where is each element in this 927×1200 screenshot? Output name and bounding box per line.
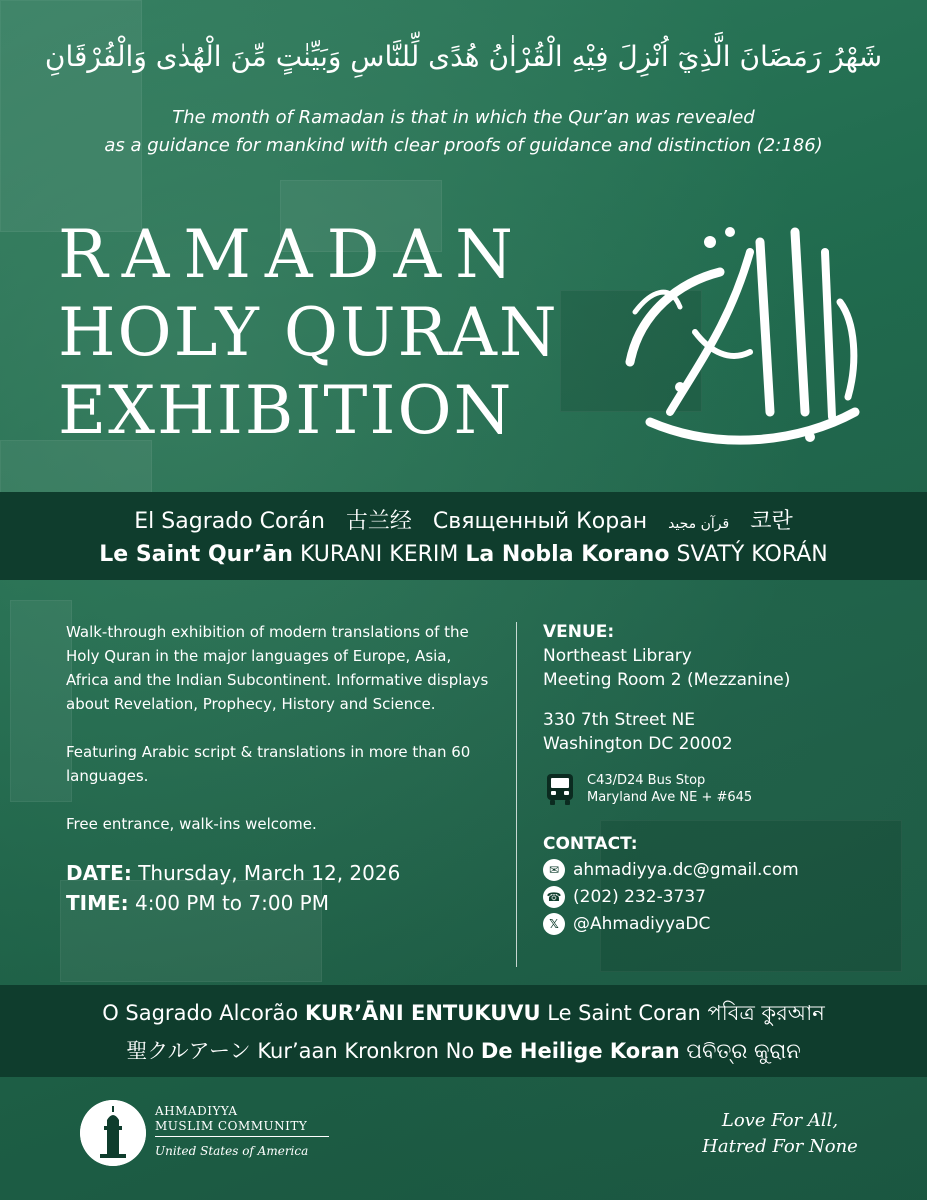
background-book — [10, 600, 72, 802]
translation-odia: ପବିତ୍ର କୁରାନ — [686, 1039, 801, 1063]
organization-logo — [80, 1100, 340, 1170]
verse-english — [40, 104, 887, 160]
translation-russian: Священный Коран — [432, 509, 648, 534]
address-street: 330 7th Street NE — [543, 710, 696, 730]
verse-arabic: شَهْرُ رَمَضَانَ الَّذِيٓ اُنْزِلَ فِيْهِ الْقُرْاٰنُ هُدًى لِّلنَّاسِ وَبَيِّنٰتٍ مِّنَ الْهُدٰى وَالْفُرْقَانِ — [44, 40, 883, 73]
venue-room: Meeting Room 2 (Mezzanine) — [543, 670, 791, 690]
quran-calligraphy-logo — [610, 212, 872, 458]
date-label: DATE: — [66, 861, 132, 885]
time-value: 4:00 PM to 7:00 PM — [135, 891, 329, 915]
description-paragraph: Featuring Arabic script & translations in more than 60 languages. — [66, 743, 471, 785]
motto-line1: Love For All, — [721, 1110, 839, 1131]
translation-spanish: El Sagrado Corán — [134, 509, 325, 534]
translation-french-2: Le Saint Coran — [547, 1001, 701, 1025]
description-paragraph: Free entrance, walk-ins welcome. — [66, 815, 317, 833]
translation-urdu: قرآن مجید — [668, 516, 730, 532]
column-divider — [516, 622, 517, 967]
translations-row — [0, 1035, 927, 1065]
phone-icon: ☎ — [543, 886, 565, 908]
date-time-block — [66, 858, 498, 918]
venue-block — [543, 620, 883, 692]
venue-name: Northeast Library — [543, 646, 692, 666]
translation-esperanto: La Nobla Korano — [465, 542, 670, 567]
organization-name — [155, 1104, 307, 1134]
bus-stop-line2: Maryland Ave NE + #645 — [587, 790, 753, 805]
org-line2: MUSLIM COMMUNITY — [155, 1119, 308, 1133]
motto — [680, 1108, 880, 1160]
translation-bengali: পবিত্র কুরআন — [707, 1001, 825, 1025]
minaret-icon — [80, 1100, 146, 1166]
date-value: Thursday, March 12, 2026 — [138, 861, 401, 885]
bus-icon — [543, 772, 577, 806]
address-block — [543, 708, 883, 756]
motto-line2: Hatred For None — [702, 1136, 858, 1157]
translation-luganda: KUR’ĀNI ENTUKUVU — [304, 1001, 541, 1025]
date-line — [66, 858, 498, 888]
event-title — [58, 216, 618, 449]
contact-block — [543, 832, 883, 937]
bus-stop-line1: C43/D24 Bus Stop — [587, 773, 706, 788]
translation-twi: Kur’aan Kronkron No — [257, 1039, 475, 1063]
verse-english-line1: The month of Ramadan is that in which the Qur’an was revealed — [172, 107, 755, 128]
description-paragraph: Walk-through exhibition of modern translations of the Holy Quran in the major languages of Europe, Asia, Africa and the Indian Subcontinent. Informative displays about Revelation, Prophecy, History and Science. — [66, 623, 489, 713]
title-line1: RAMADAN — [58, 216, 527, 293]
contact-email[interactable]: ahmadiyya.dc@gmail.com — [573, 859, 799, 880]
translation-albanian: KURANI KERIM — [299, 542, 459, 567]
org-divider — [155, 1136, 329, 1137]
translations-row — [0, 997, 927, 1032]
contact-social[interactable]: @AhmadiyyaDC — [573, 913, 711, 934]
translations-row — [0, 504, 927, 535]
envelope-icon: ✉ — [543, 859, 565, 881]
translations-band-top — [0, 492, 927, 580]
description-column — [66, 620, 498, 918]
title-line3: EXHIBITION — [58, 372, 514, 449]
contact-label: CONTACT: — [543, 834, 638, 854]
translation-korean: 코란 — [750, 509, 793, 534]
translation-chinese: 古兰经 — [345, 509, 412, 534]
contact-email-row[interactable] — [543, 856, 883, 883]
translation-dutch: De Heilige Koran — [480, 1039, 680, 1063]
venue-label: VENUE: — [543, 622, 615, 642]
address-city: Washington DC 20002 — [543, 734, 733, 754]
time-line — [66, 888, 498, 918]
translation-japanese: 聖クルアーン — [126, 1039, 251, 1063]
venue-contact-column — [543, 620, 883, 937]
contact-phone[interactable]: (202) 232-3737 — [573, 886, 706, 907]
x-icon: 𝕏 — [543, 913, 565, 935]
translations-band-bottom — [0, 985, 927, 1077]
bus-stop-text — [587, 772, 752, 806]
translation-french: Le Saint Qur’ān — [99, 542, 293, 567]
contact-phone-row[interactable] — [543, 883, 883, 910]
translations-row — [0, 542, 927, 567]
org-country: United States of America — [155, 1144, 309, 1158]
bus-info — [543, 772, 883, 806]
contact-social-row[interactable] — [543, 910, 883, 937]
translation-czech: SVATÝ KORÁN — [676, 542, 828, 567]
title-line2: HOLY QURAN — [58, 294, 559, 371]
time-label: TIME: — [66, 891, 129, 915]
verse-english-line2: as a guidance for mankind with clear proofs of guidance and distinction (2:186) — [104, 135, 823, 156]
translation-portuguese: O Sagrado Alcorão — [102, 1001, 299, 1025]
org-line1: AHMADIYYA — [155, 1104, 238, 1118]
